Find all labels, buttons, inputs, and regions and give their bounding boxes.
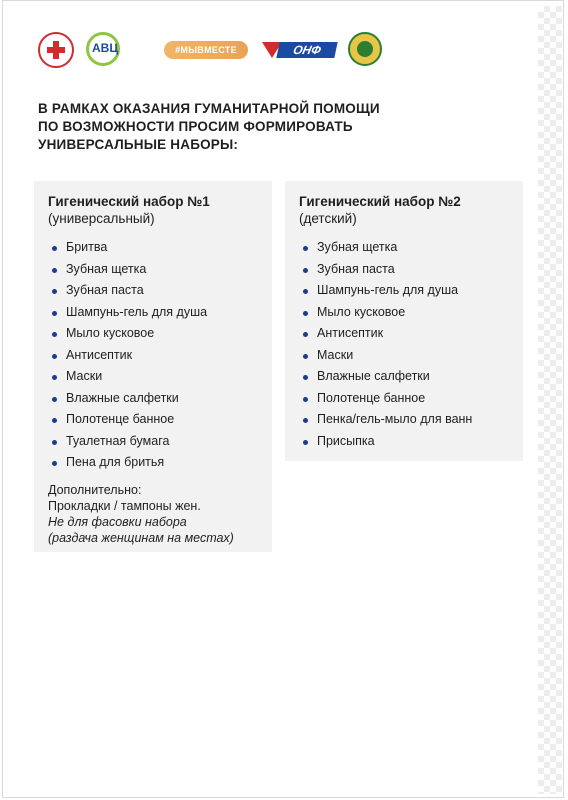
item-label: Зубная щетка bbox=[317, 240, 398, 254]
extra-note: (раздача женщинам на местах) bbox=[48, 530, 234, 545]
item-label: Влажные салфетки bbox=[66, 390, 179, 405]
kit-title: Гигенический набор №1 bbox=[48, 194, 210, 209]
red-cross-logo bbox=[38, 32, 74, 68]
kit-subtitle: (детский) bbox=[299, 211, 357, 226]
bullet-icon bbox=[303, 246, 308, 251]
item-label: Полотенце банное bbox=[66, 412, 175, 426]
hashtag-logo: #МЫВМЕСТЕ bbox=[164, 41, 248, 59]
bullet-icon bbox=[303, 332, 308, 337]
page-heading bbox=[38, 100, 478, 154]
kit-subtitle: (универсальный) bbox=[48, 211, 155, 226]
bullet-icon bbox=[52, 311, 57, 316]
onf-logo bbox=[262, 40, 338, 60]
item-label: Полотенце банное bbox=[317, 390, 426, 405]
list-item bbox=[48, 259, 258, 281]
item-label: Влажные салфетки bbox=[317, 369, 430, 383]
regional-emblem-logo bbox=[348, 32, 382, 66]
kit-card-children bbox=[285, 181, 523, 461]
bullet-icon bbox=[52, 246, 57, 251]
bullet-icon bbox=[52, 418, 57, 423]
kit-title: Гигенический набор №2 bbox=[299, 194, 461, 209]
extra-section bbox=[48, 482, 258, 546]
list-item bbox=[48, 388, 258, 410]
list-item bbox=[48, 452, 258, 474]
kit-card-universal bbox=[34, 181, 272, 552]
list-item bbox=[299, 280, 509, 302]
item-label: Зубная паста bbox=[66, 283, 144, 297]
item-label: Шампунь-гель для душа bbox=[66, 304, 208, 319]
list-item bbox=[299, 237, 509, 259]
emblem-icon bbox=[357, 41, 373, 57]
item-label: Бритва bbox=[66, 240, 108, 254]
heading-line: УНИВЕРСАЛЬНЫЕ НАБОРЫ: bbox=[38, 137, 239, 152]
list-item bbox=[48, 366, 258, 388]
bullet-icon bbox=[52, 354, 57, 359]
list-item bbox=[299, 302, 509, 324]
item-label: Мыло кусковое bbox=[66, 326, 155, 340]
bullet-icon bbox=[52, 440, 57, 445]
item-label: Мыло кусковое bbox=[317, 304, 406, 319]
item-label: Маски bbox=[66, 369, 103, 383]
item-label: Пена для бритья bbox=[66, 455, 165, 469]
list-item bbox=[48, 323, 258, 345]
avc-abbr: АВЦ bbox=[92, 41, 119, 55]
item-label: Зубная паста bbox=[317, 261, 395, 276]
bullet-icon bbox=[303, 354, 308, 359]
list-item bbox=[48, 409, 258, 431]
kit-items-list bbox=[48, 237, 258, 474]
item-label: Туалетная бумага bbox=[66, 433, 170, 448]
avc-logo bbox=[86, 32, 156, 68]
bullet-icon bbox=[52, 375, 57, 380]
bullet-icon bbox=[303, 418, 308, 423]
heading-line: ПО ВОЗМОЖНОСТИ ПРОСИМ ФОРМИРОВАТЬ bbox=[38, 119, 353, 134]
list-item bbox=[48, 345, 258, 367]
item-label: Зубная щетка bbox=[66, 261, 147, 276]
bullet-icon bbox=[52, 268, 57, 273]
bullet-icon bbox=[303, 311, 308, 316]
item-label: Антисептик bbox=[66, 347, 133, 362]
list-item bbox=[299, 323, 509, 345]
extra-line: Прокладки / тампоны жен. bbox=[48, 498, 201, 513]
cross-horizontal bbox=[47, 47, 65, 53]
kit-items-list bbox=[299, 237, 509, 452]
bullet-icon bbox=[52, 289, 57, 294]
list-item bbox=[299, 388, 509, 410]
extra-note: Не для фасовки набора bbox=[48, 514, 187, 529]
item-label: Шампунь-гель для душа bbox=[317, 283, 459, 297]
bullet-icon bbox=[303, 440, 308, 445]
item-label: Антисептик bbox=[317, 326, 384, 340]
list-item bbox=[299, 409, 509, 431]
list-item bbox=[48, 431, 258, 453]
ornament-strip bbox=[538, 6, 562, 794]
item-label: Присыпка bbox=[317, 433, 375, 448]
list-item bbox=[48, 280, 258, 302]
list-item bbox=[299, 431, 509, 453]
list-item bbox=[299, 366, 509, 388]
bullet-icon bbox=[52, 332, 57, 337]
list-item bbox=[48, 302, 258, 324]
item-label: Маски bbox=[317, 347, 354, 362]
extra-title: Дополнительно: bbox=[48, 482, 142, 497]
onf-text: ОНФ bbox=[276, 42, 337, 58]
item-label: Пенка/гель-мыло для ванн bbox=[317, 412, 473, 426]
bullet-icon bbox=[52, 397, 57, 402]
list-item bbox=[299, 345, 509, 367]
bullet-icon bbox=[52, 461, 57, 466]
bullet-icon bbox=[303, 289, 308, 294]
list-item bbox=[48, 237, 258, 259]
heading-line: В РАМКАХ ОКАЗАНИЯ ГУМАНИТАРНОЙ ПОМОЩИ bbox=[38, 101, 380, 116]
list-item bbox=[299, 259, 509, 281]
bullet-icon bbox=[303, 397, 308, 402]
bullet-icon bbox=[303, 268, 308, 273]
bullet-icon bbox=[303, 375, 308, 380]
